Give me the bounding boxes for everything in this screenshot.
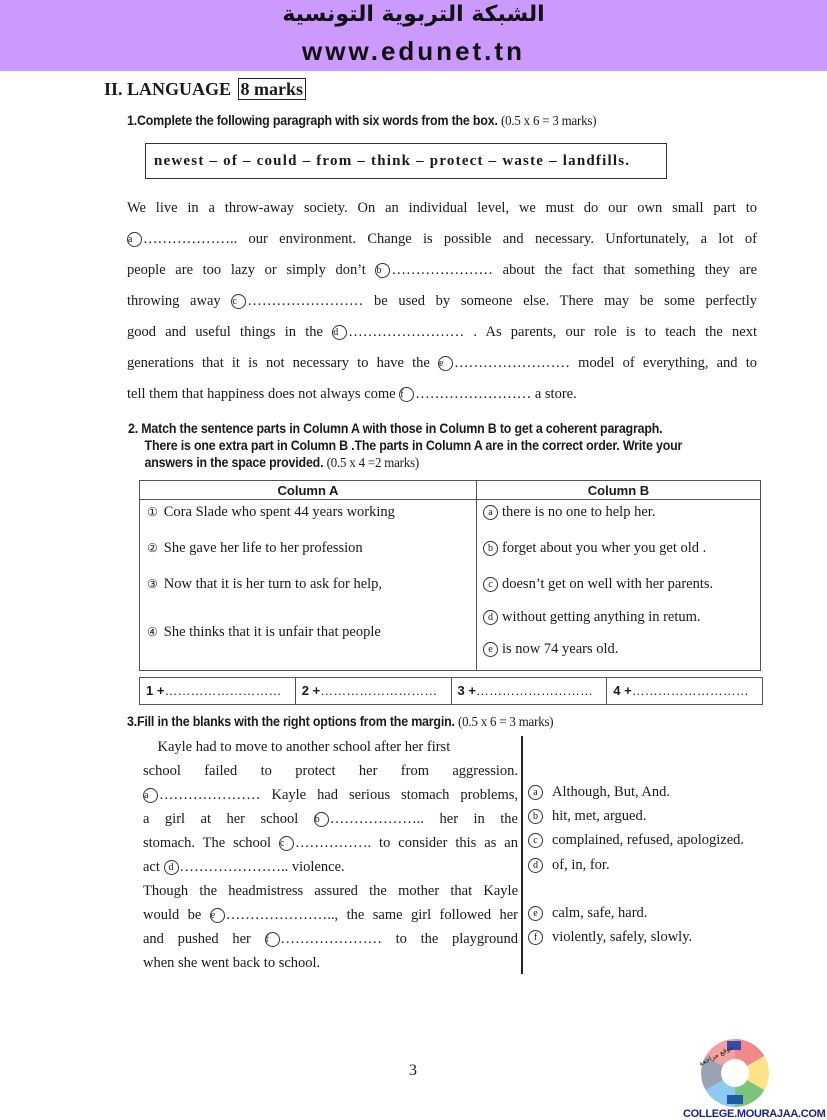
blank-marker-b-icon: b xyxy=(375,263,390,278)
q3-points: (0.5 x 6 = 3 marks) xyxy=(458,715,554,730)
text-line: a ……………….. our environment. Change is possible and necessary. Unfortunately, a lot of xyxy=(128,231,757,247)
section-title-text: II. LANGUAGE xyxy=(104,79,232,99)
blank-marker-b-icon: b xyxy=(528,809,543,824)
blank-marker-e-icon: e xyxy=(438,356,453,371)
column-b-item: e is now 74 years old. xyxy=(483,641,618,658)
answer-cell-1[interactable]: 1 +……………………… xyxy=(140,678,296,704)
column-b-header: Column B xyxy=(477,481,761,500)
column-a-item: ① Cora Slade who spent 44 years working xyxy=(147,504,395,520)
margin-option-d: d of, in, for. xyxy=(528,857,610,874)
blank-marker-f-icon: f xyxy=(399,387,414,402)
college-mourajaa-logo[interactable] xyxy=(683,1015,826,1120)
site-banner xyxy=(0,0,827,71)
blank-marker-c-icon: c xyxy=(483,577,498,592)
blank-marker-a-icon: a xyxy=(483,505,498,520)
blank-marker-f-icon: f xyxy=(528,930,543,945)
text-line: generations that it is not necessary to have the e …………………… model of everything, and to xyxy=(127,355,757,371)
margin-divider xyxy=(521,736,523,974)
blank-marker-a-icon: a xyxy=(143,788,158,803)
text-line: tell them that happiness does not always come f …………………… a store. xyxy=(127,386,577,402)
blank-marker-a-icon: a xyxy=(127,232,142,247)
answer-row xyxy=(139,677,763,705)
margin-option-b: b hit, met, argued. xyxy=(528,808,646,825)
blank-marker-c-icon: c xyxy=(279,836,294,851)
column-b-item: c doesn’t get on well with her parents. xyxy=(483,576,713,593)
banner-arabic-title: الشبكة التربوية التونسية xyxy=(282,2,545,27)
blank-marker-e-icon: e xyxy=(528,906,543,921)
banner-url[interactable]: www.edunet.tn xyxy=(302,36,525,66)
q2-heading-line-2: There is one extra part in Column B .The parts in Column A are in the correct order. Write your xyxy=(144,438,683,453)
blank-marker-a-icon: a xyxy=(528,785,543,800)
answer-cell-2[interactable]: 2 +……………………… xyxy=(296,678,452,704)
blank-marker-d-icon: d xyxy=(483,610,498,625)
blank-marker-c-icon: c xyxy=(528,833,543,848)
text-line: Kayle had to move to another school after her first xyxy=(143,739,451,755)
q2-points: (0.5 x 4 =2 marks) xyxy=(326,456,419,471)
column-b-item: d without getting anything in retum. xyxy=(483,609,701,626)
text-line: Though the headmistress assured the mother that Kayle xyxy=(143,883,518,899)
text-line: would be e ………………….., the same girl followed her xyxy=(143,907,519,923)
q1-heading xyxy=(127,113,596,130)
text-line: a ………………… Kayle had serious stomach problems, xyxy=(144,787,518,803)
column-a-header: Column A xyxy=(140,481,477,500)
text-line: throwing away c …………………… be used by someone else. There may be some perfectly xyxy=(127,293,757,309)
margin-option-e: e calm, safe, hard. xyxy=(528,905,647,922)
text-line: We live in a throw-away society. On an individual level, we must do our own small part to xyxy=(127,200,757,216)
margin-option-c: c complained, refused, apologized. xyxy=(528,832,744,849)
answer-cell-3[interactable]: 3 +……………………… xyxy=(452,678,608,704)
blank-marker-d-icon: d xyxy=(332,325,347,340)
answer-blank[interactable]: ……………………… xyxy=(320,683,438,698)
q1-points: (0.5 x 6 = 3 marks) xyxy=(500,114,597,129)
blank-marker-f-icon: f xyxy=(265,932,280,947)
column-b-item: a there is no one to help her. xyxy=(483,504,655,521)
q1-word-box: newest – of – could – from – think – protect – waste – landfills. xyxy=(145,143,667,179)
number-marker-icon: ① xyxy=(147,505,158,519)
blank-marker-e-icon: e xyxy=(483,642,498,657)
section-marks-badge: 8 marks xyxy=(238,78,307,100)
logo-ring-icon xyxy=(683,1015,813,1107)
answer-cell-4[interactable]: 4 +……………………… xyxy=(613,683,749,698)
text-line: people are too lazy or simply don’t b ………………… about the fact that something they are xyxy=(127,262,758,278)
q2-heading xyxy=(128,420,682,472)
q2-heading-line-1: 2. Match the sentence parts in Column A with those in Column B to get a coherent paragraph. xyxy=(128,421,663,436)
text-line: school failed to protect her from aggression. xyxy=(143,763,518,779)
q3-text xyxy=(143,735,518,975)
blank-marker-d-icon: d xyxy=(528,858,543,873)
margin-option-a: a Although, But, And. xyxy=(528,784,670,801)
q3-heading xyxy=(127,714,553,731)
blank-marker-c-icon: c xyxy=(231,294,246,309)
answer-blank[interactable]: ……………………… xyxy=(631,683,749,698)
page-number: 3 xyxy=(409,1062,417,1079)
text-line: and pushed her f ………………… to the playground xyxy=(143,931,518,947)
answer-blank[interactable]: ……………………… xyxy=(475,683,593,698)
column-b-item: b forget about you wher you get old . xyxy=(483,540,706,557)
text-line: a girl at her school b ……………….. her in the xyxy=(143,811,518,827)
answer-blank[interactable]: ……………………… xyxy=(164,683,282,698)
section-title xyxy=(104,79,306,100)
text-line: act d ………………….. violence. xyxy=(143,859,345,875)
number-marker-icon: ② xyxy=(147,541,158,555)
q1-heading-text: 1.Complete the following paragraph with six words from the box. xyxy=(127,113,498,128)
margin-option-f: f violently, safely, slowly. xyxy=(528,929,692,946)
text-line: when she went back to school. xyxy=(143,955,321,971)
blank-marker-d-icon: d xyxy=(164,860,179,875)
q3-heading-text: 3.Fill in the blanks with the right options from the margin. xyxy=(127,714,455,729)
text-line: stomach. The school c ……………. to consider this as an xyxy=(143,835,518,851)
column-a-item: ② She gave her life to her profession xyxy=(147,540,363,556)
number-marker-icon: ④ xyxy=(147,625,158,639)
text-line: good and useful things in the d …………………… . As parents, our role is to teach the next xyxy=(127,324,757,340)
svg-text:موقع مراجعة: موقع مراجعة xyxy=(697,1043,735,1068)
column-a-item: ④ She thinks that it is unfair that people xyxy=(147,624,381,640)
column-a-item: ③ Now that it is her turn to ask for help, xyxy=(147,576,383,592)
q2-heading-line-3: answers in the space provided. (0.5 x 4 =2 marks) xyxy=(144,455,419,471)
blank-marker-e-icon: e xyxy=(210,908,225,923)
blank-marker-b-icon: b xyxy=(483,541,498,556)
logo-text[interactable]: COLLEGE.MOURAJAA.COM xyxy=(683,1108,826,1120)
q1-paragraph xyxy=(127,193,757,410)
number-marker-icon: ③ xyxy=(147,577,158,591)
blank-marker-b-icon: b xyxy=(314,812,329,827)
